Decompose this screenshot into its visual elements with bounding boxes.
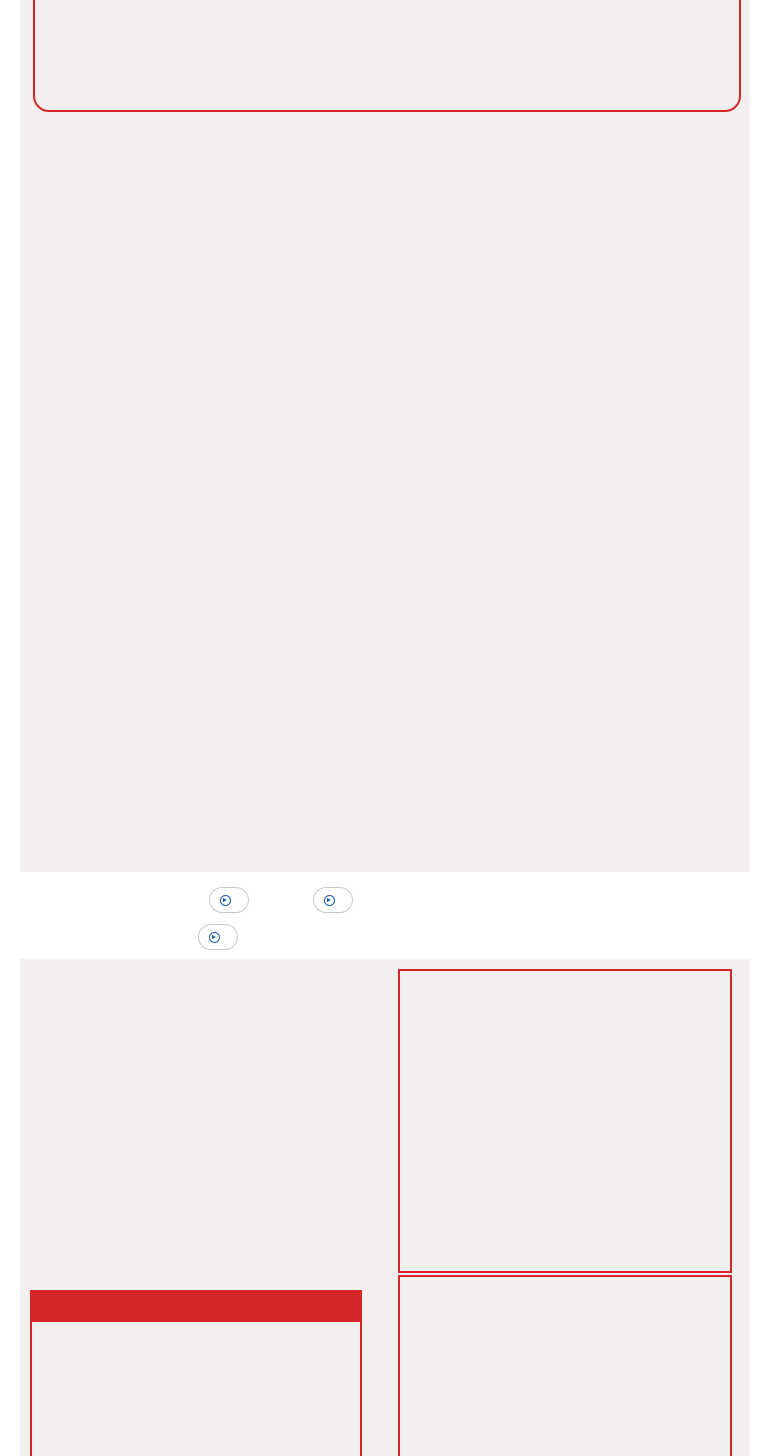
- discover-more-bar: [0, 885, 770, 955]
- menu-page-bottom: [20, 959, 750, 1456]
- fried-items-box: [33, 0, 741, 112]
- chef-sub: [400, 979, 712, 990]
- combination-platters-box: [30, 1290, 362, 1456]
- chip-great-wall-2[interactable]: [198, 924, 238, 950]
- search-chip-icon: [324, 895, 335, 906]
- chip-pontiac[interactable]: [209, 887, 249, 913]
- combo-title: [32, 1292, 360, 1322]
- chip-great-wall[interactable]: [313, 887, 353, 913]
- szechuan-box: [398, 1275, 732, 1456]
- menu-page-top: [20, 0, 750, 872]
- szechuan-sub: [400, 1283, 722, 1294]
- search-chip-icon: [209, 932, 220, 943]
- chefs-special-box: [398, 969, 732, 1273]
- combo-list: [32, 1328, 360, 1332]
- search-chip-icon: [220, 895, 231, 906]
